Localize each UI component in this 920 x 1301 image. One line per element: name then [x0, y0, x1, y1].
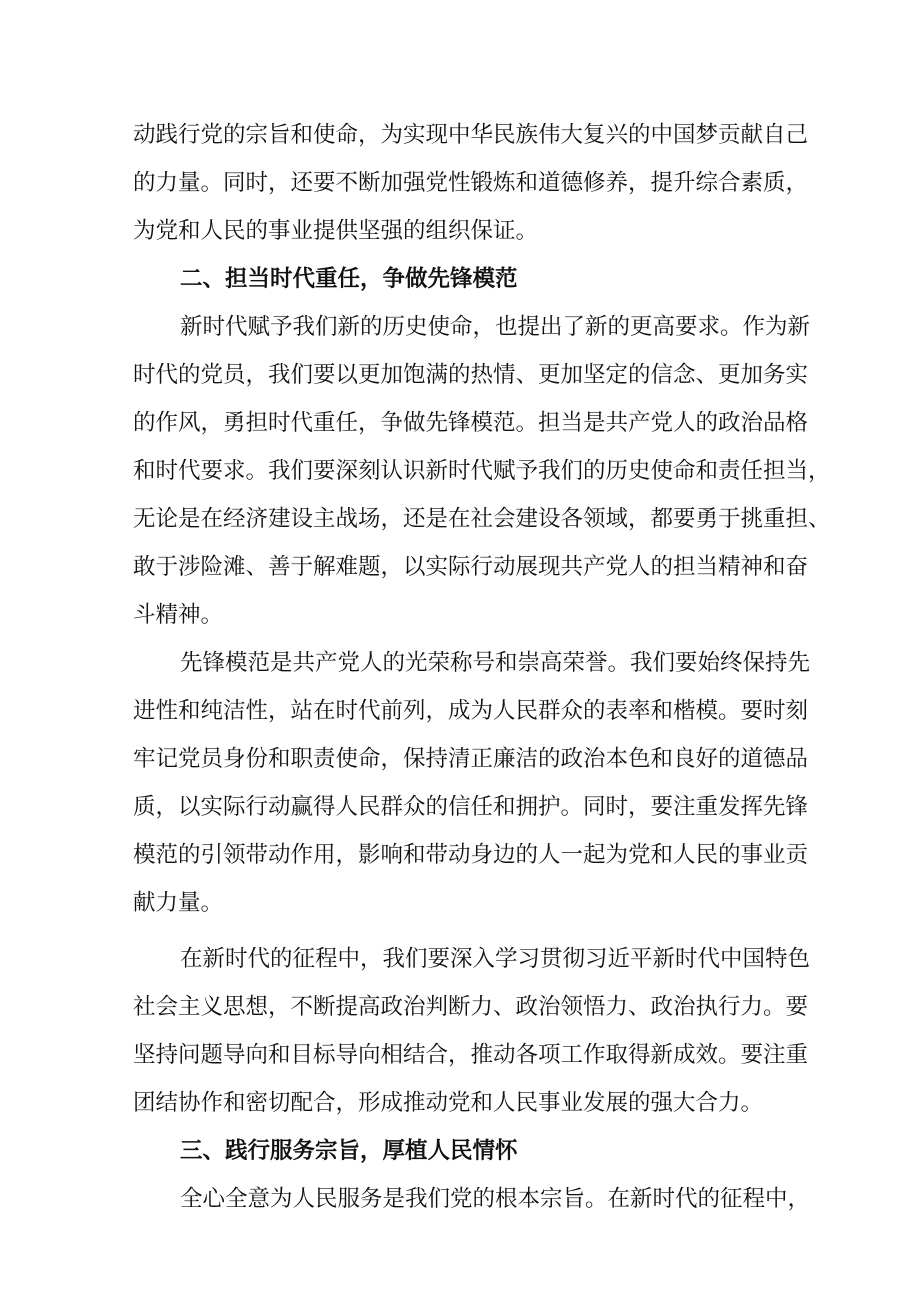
text-line: 时代的党员，我们要以更加饱满的热情、更加坚定的信念、更加务实	[133, 362, 809, 388]
text-line: 动践行党的宗旨和使命，为实现中华民族伟大复兴的中国梦贡献自己	[133, 122, 809, 148]
text-line: 无论是在经济建设主战场，还是在社会建设各领域，都要勇于挑重担、	[133, 506, 831, 532]
text-line: 献力量。	[133, 890, 224, 916]
text-line: 敢于涉险滩、善于解难题，以实际行动展现共产党人的担当精神和奋	[133, 554, 809, 580]
text-line: 质，以实际行动赢得人民群众的信任和拥护。同时，要注重发挥先锋	[133, 794, 809, 820]
text-line: 进性和纯洁性，站在时代前列，成为人民群众的表率和楷模。要时刻	[133, 698, 809, 724]
section-heading: 三、践行服务宗旨，厚植人民情怀	[180, 1138, 518, 1164]
text-line: 社会主义思想，不断提高政治判断力、政治领悟力、政治执行力。要	[133, 994, 809, 1020]
text-line: 在新时代的征程中，我们要深入学习贯彻习近平新时代中国特色	[180, 946, 811, 972]
text-line: 牢记党员身份和职责使命，保持清正廉洁的政治本色和良好的道德品	[133, 746, 809, 772]
text-line: 新时代赋予我们新的历史使命，也提出了新的更高要求。作为新	[180, 314, 811, 340]
text-line: 的力量。同时，还要不断加强党性锻炼和道德修养，提升综合素质，	[133, 170, 809, 196]
text-line: 为党和人民的事业提供坚强的组织保证。	[133, 218, 539, 244]
text-line: 先锋模范是共产党人的光荣称号和崇高荣誉。我们要始终保持先	[180, 650, 811, 676]
text-line: 斗精神。	[133, 602, 224, 628]
text-line: 团结协作和密切配合，形成推动党和人民事业发展的强大合力。	[133, 1090, 764, 1116]
text-line: 和时代要求。我们要深刻认识新时代赋予我们的历史使命和责任担当，	[133, 458, 831, 484]
text-line: 的作风，勇担时代重任，争做先锋模范。担当是共产党人的政治品格	[133, 410, 809, 436]
text-line: 全心全意为人民服务是我们党的根本宗旨。在新时代的征程中，	[180, 1186, 811, 1212]
text-line: 模范的引领带动作用，影响和带动身边的人一起为党和人民的事业贡	[133, 842, 809, 868]
text-line: 坚持问题导向和目标导向相结合，推动各项工作取得新成效。要注重	[133, 1042, 809, 1068]
section-heading: 二、担当时代重任，争做先锋模范	[180, 266, 518, 292]
